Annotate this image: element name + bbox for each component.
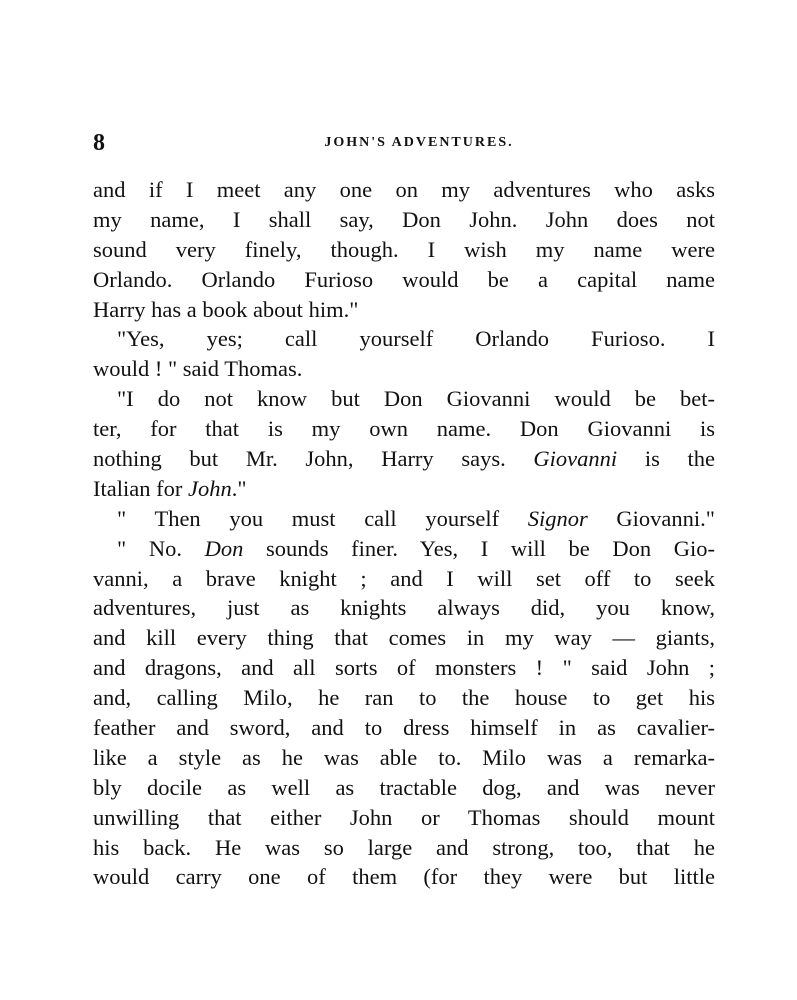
text-line bbox=[93, 324, 715, 354]
text-run: "I do not know but Don Giovanni would be bet- bbox=[117, 386, 715, 412]
body-text bbox=[93, 175, 715, 892]
italic-text: Don bbox=[204, 535, 244, 561]
text-run: " Then you must call yourself bbox=[117, 505, 528, 531]
text-run: like a style as he was able to. Milo was a remarka- bbox=[93, 744, 715, 770]
text-line bbox=[93, 265, 715, 295]
text-run: feather and sword, and to dress himself in as cavalier- bbox=[93, 715, 715, 741]
text-line bbox=[93, 504, 715, 534]
text-line bbox=[93, 175, 715, 205]
text-line bbox=[93, 862, 715, 892]
text-run: Giovanni." bbox=[587, 505, 715, 531]
page-header bbox=[93, 128, 715, 158]
text-run: "Yes, yes; call yourself Orlando Furioso. I bbox=[117, 326, 715, 352]
text-run: my name, I shall say, Don John. John does not bbox=[93, 206, 715, 232]
page-number: 8 bbox=[93, 130, 105, 156]
text-line bbox=[93, 534, 715, 564]
text-run: sound very finely, though. I wish my name were bbox=[93, 236, 715, 262]
text-run: unwilling that either John or Thomas should mount bbox=[93, 804, 715, 830]
text-line bbox=[93, 564, 715, 594]
text-line bbox=[93, 444, 715, 474]
text-run: and if I meet any one on my adventures who asks bbox=[93, 177, 715, 202]
text-run: ter, for that is my own name. Don Giovanni is bbox=[93, 416, 715, 442]
text-run: Harry has a book about him." bbox=[93, 296, 359, 322]
text-line bbox=[93, 414, 715, 444]
text-run: would ! " said Thomas. bbox=[93, 356, 303, 382]
text-line bbox=[93, 474, 715, 504]
text-line bbox=[93, 803, 715, 833]
text-line bbox=[93, 593, 715, 623]
text-run: is the bbox=[617, 446, 715, 472]
text-run: and dragons, and all sorts of monsters ! " said John ; bbox=[93, 655, 715, 681]
italic-text: Giovanni bbox=[533, 446, 618, 472]
running-title: JOHN'S ADVENTURES. bbox=[324, 135, 514, 150]
text-run: Orlando. Orlando Furioso would be a capital name bbox=[93, 266, 715, 292]
text-run: ." bbox=[231, 475, 247, 501]
text-line bbox=[93, 713, 715, 743]
text-run: Italian for bbox=[93, 475, 188, 501]
text-line bbox=[93, 235, 715, 265]
italic-text: John bbox=[187, 475, 232, 501]
text-run: would carry one of them (for they were but little bbox=[93, 864, 715, 890]
text-line bbox=[93, 295, 715, 325]
text-line bbox=[93, 653, 715, 683]
text-run: his back. He was so large and strong, too, that he bbox=[93, 834, 715, 860]
text-line bbox=[93, 384, 715, 414]
text-run: nothing but Mr. John, Harry says. bbox=[93, 446, 534, 472]
italic-text: Signor bbox=[527, 505, 588, 531]
text-run: " No. bbox=[117, 535, 205, 561]
text-line bbox=[93, 743, 715, 773]
text-line bbox=[93, 833, 715, 863]
text-line bbox=[93, 683, 715, 713]
text-line bbox=[93, 623, 715, 653]
text-run: sounds finer. Yes, I will be Don Gio- bbox=[243, 535, 715, 561]
text-line bbox=[93, 205, 715, 235]
text-run: adventures, just as knights always did, you know, bbox=[93, 595, 715, 621]
text-run: vanni, a brave knight ; and I will set off to seek bbox=[93, 565, 715, 591]
text-line bbox=[93, 354, 715, 384]
text-run: bly docile as well as tractable dog, and was never bbox=[93, 774, 715, 800]
text-line bbox=[93, 773, 715, 803]
text-run: and kill every thing that comes in my way — giants, bbox=[93, 625, 715, 651]
text-run: and, calling Milo, he ran to the house to get his bbox=[93, 685, 715, 711]
